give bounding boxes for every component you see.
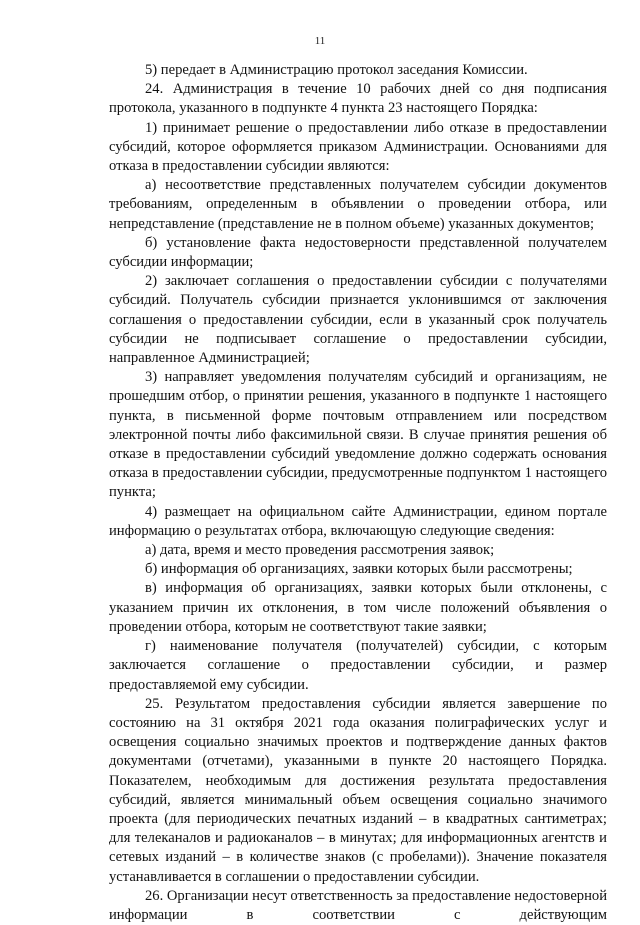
paragraph-24-4-a: а) дата, время и место проведения рассмотрения заявок; <box>145 542 495 559</box>
paragraph-24-4-g: г) наименование получателя (получателей) субсидии, с которым заключается соглашение о предоставлении субсидии, и размер предоставляемой ему субсидии. <box>109 638 607 693</box>
document-body <box>109 61 607 925</box>
page-number: 11 <box>314 35 326 47</box>
paragraph-5-protocol: 5) передает в Администрацию протокол заседания Комиссии. <box>145 62 528 78</box>
paragraph-26: 26. Организации несут ответственность за предоставление недостоверной информации в соответствии с действующим <box>109 887 608 923</box>
paragraph-24-4-b: б) информация об организациях, заявки которых были рассмотрены; <box>145 561 573 578</box>
paragraph-24-1-b: б) установление факта недостоверности представленной получателем субсидии информации; <box>109 234 607 271</box>
paragraph-24-2: 2) заключает соглашения о предоставлении субсидии с получателями субсидий. Получатель субсидии признается уклонившимся от заключения соглашения о предоставлении субсидии, если в указанный срок получатель субсидии не подписывает соглашение о предоставлении субсидии, направленное Администрацией; <box>109 273 607 367</box>
paragraph-24-1-a: а) несоответствие представленных получателем субсидии документов требованиям, определенным в объявлении о проведении отбора, или непредставление (представление не в полном объеме) указанных документов; <box>109 177 607 232</box>
paragraph-25: 25. Результатом предоставления субсидии является завершение по состоянию на 31 октября 2021 года оказания полиграфических услуг и освещения социально значимых проектов и подтверждение данных фактов документами (отчетами), указанными в пункте 20 настоящего Порядка. Показателем, необходимым для достижения результата предоставления субсидий, является минимальный объем освещения социально значимого проекта (для периодических печатных изданий – в квадратных сантиметрах; для телеканалов и радиоканалов – в минутах; для информационных агентств и сетевых изданий – в количестве знаков (с пробелами)). Значение показателя устанавливается в соглашении о предоставлении субсидии. <box>109 695 607 885</box>
paragraph-24-3: 3) направляет уведомления получателям субсидий и организациям, не прошедшим отбор, о принятии решения, указанного в подпункте 1 настоящего пункта, в письменной форме почтовым отправлением или посредством электронной почты либо факсимильной связи. В случае принятия решения об отказе в предоставлении субсидий уведомление должно содержать основания отказа в предоставлении субсидии, предусмотренные подпунктом 1 настоящего пункта; <box>109 369 607 501</box>
paragraph-24-1: 1) принимает решение о предоставлении либо отказе в предоставлении субсидий, которое оформляется приказом Администрации. Основаниями для отказа в предоставлении субсидии являются: <box>109 119 607 175</box>
paragraph-24: 24. Администрация в течение 10 рабочих дней со дня подписания протокола, указанного в подпункте 4 пункта 23 настоящего Порядка: <box>109 81 607 117</box>
paragraph-24-4: 4) размещает на официальном сайте Администрации, едином портале информацию о результатах отбора, включающую следующие сведения: <box>109 503 607 539</box>
paragraph-24-4-v: в) информация об организациях, заявки которых были отклонены, с указанием причин их отклонения, в том числе положений объявления о проведении отбора, которым не соответствуют такие заявки; <box>109 580 607 635</box>
